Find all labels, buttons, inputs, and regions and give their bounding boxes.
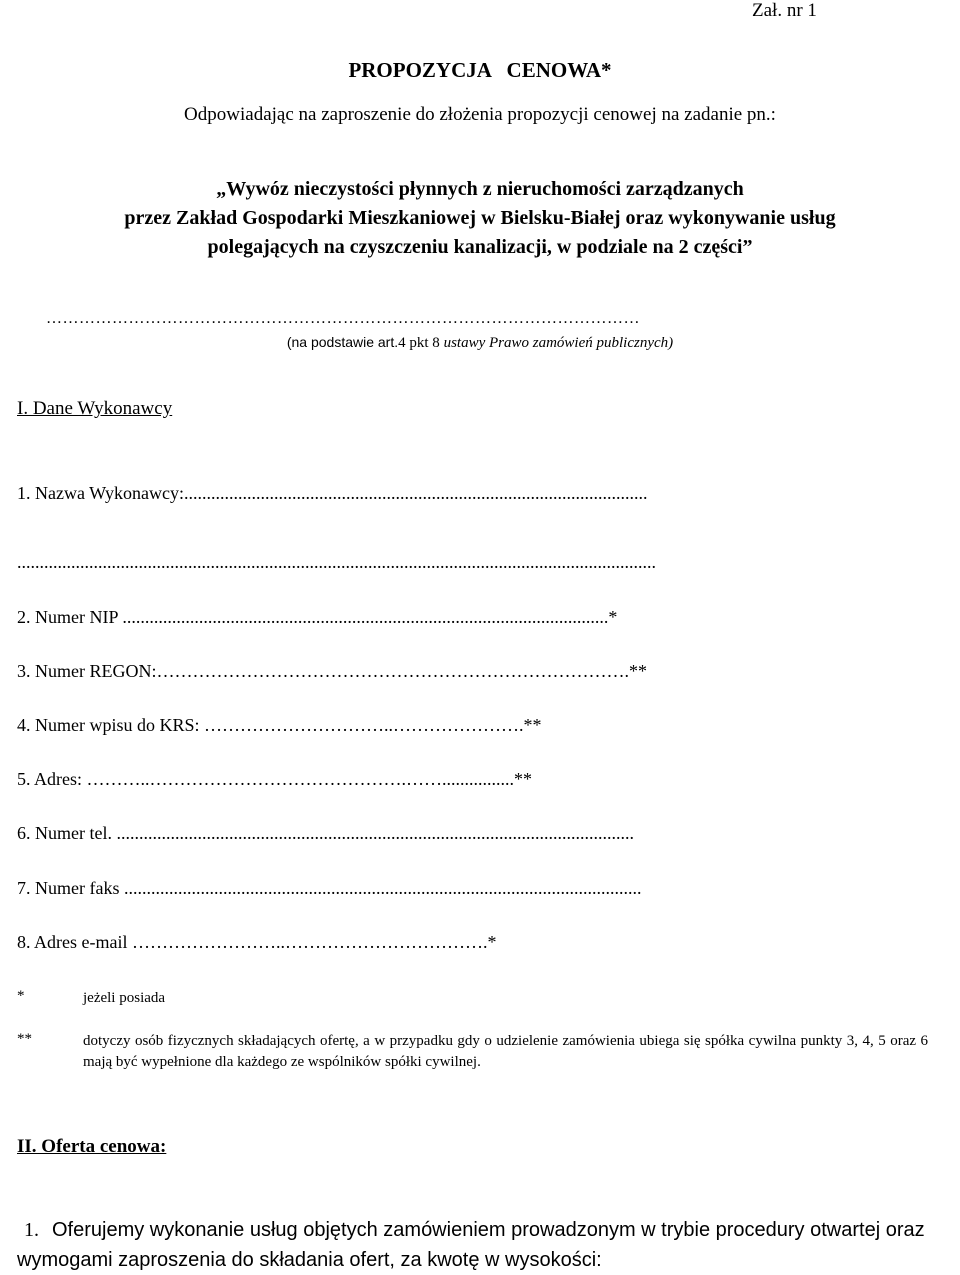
- footnote-mark-1: *: [17, 988, 25, 1004]
- field-email: 8. Adres e-mail ……………………..…………………………….*: [17, 932, 497, 952]
- field-krs: 4. Numer wpisu do KRS: …………………………..………………….**: [17, 715, 542, 735]
- field-fax: 7. Numer faks ...................................................................................................................: [17, 878, 642, 898]
- legal-basis: [0, 334, 960, 352]
- field-nip: 2. Numer NIP ............................................................................................................*: [17, 607, 618, 627]
- section-price-offer-heading: II. Oferta cenowa:: [17, 1136, 167, 1157]
- section-contractor-data-heading: I. Dane Wykonawcy: [17, 398, 173, 419]
- intro-text: Odpowiadając na zaproszenie do złożenia propozycji cenowej na zadanie pn.:: [184, 104, 776, 125]
- footnote-mark-2: **: [17, 1031, 32, 1047]
- task-title-line-3: polegających na czyszczeniu kanalizacji, w podziale na 2 części”: [207, 236, 753, 258]
- field-regon: 3. Numer REGON:…………………………………………………………………….**: [17, 661, 647, 681]
- field-contractor-name-continuation: ..............................................................................................................................................: [17, 552, 656, 572]
- task-title-line-2: przez Zakład Gospodarki Mieszkaniowej w Bielsku-Białej oraz wykonywanie usług: [124, 207, 836, 229]
- document-title: PROPOZYCJA CENOWA*: [348, 58, 612, 82]
- offer-text-line-1: Oferujemy wykonanie usług objętych zamówieniem prowadzonym w trybie procedury otwartej oraz: [52, 1219, 925, 1241]
- field-contractor-name: 1. Nazwa Wykonawcy:.......................................................................................................: [17, 483, 648, 503]
- legal-basis-part-3: ustawy Prawo zamówień publicznych): [443, 335, 674, 351]
- legal-basis-part-1: (na podstawie art.: [286, 334, 399, 350]
- field-address: 5. Adres: ………..…………………………………….……................**: [17, 769, 532, 789]
- attachment-label: Zał. nr 1: [752, 0, 817, 21]
- footnote-text-1: jeżeli posiada: [83, 990, 166, 1006]
- offer-item-number: 1.: [24, 1219, 39, 1241]
- offer-text-line-2: wymogami zaproszenia do składania ofert, za kwotę w wysokości:: [17, 1249, 602, 1271]
- footnote-text-2: dotyczy osób fizycznych składających ofertę, a w przypadku gdy o udzielenie zamówienia ubiega się spółka cywilna punkty 3, 4, 5 oraz 6 mają być wypełnione dla każdego ze wspólników spółki cywilnej.: [83, 1033, 928, 1070]
- task-title-line-1: „Wywóz nieczystości płynnych z nieruchomości zarządzanych: [216, 178, 744, 200]
- field-phone: 6. Numer tel. ...................................................................................................................: [17, 823, 634, 843]
- legal-basis-part-2: 4 pkt 8: [398, 335, 444, 351]
- fill-in-dots-line: ………………………………………………………………………………………………: [46, 310, 640, 327]
